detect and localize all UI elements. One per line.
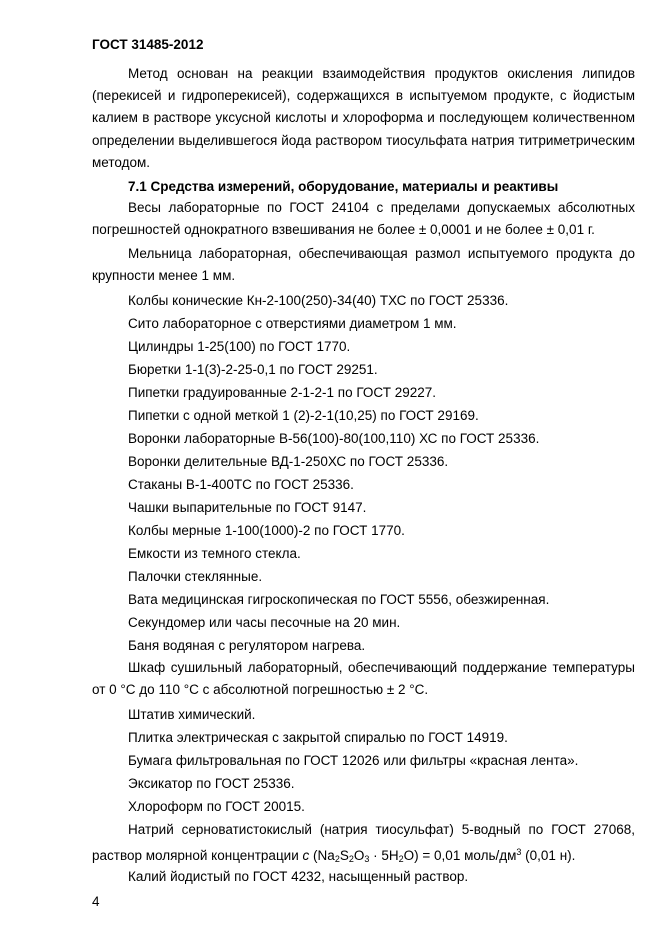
list-item: Цилиндры 1-25(100) по ГОСТ 1770. bbox=[128, 339, 351, 354]
section-heading: 7.1 Средства измерений, оборудование, материалы и реактивы bbox=[128, 179, 559, 194]
list-item: Вата медицинская гигроскопическая по ГОСТ 5556, обезжиренная. bbox=[128, 592, 550, 607]
thiosulfate-paragraph: Натрий серноватистокислый (натрия тиосульфат) 5-водный по ГОСТ 27068, раствор молярной концентрации c $(Na_2S_2O_3 \cdot 5H_2O) = 0,01$ моль/$дм^3$ (0,01 н). bbox=[92, 822, 635, 865]
list-item: Воронки лабораторные В-56(100)-80(100,110) ХС по ГОСТ 25336. bbox=[128, 431, 540, 446]
list-item: Калий йодистый по ГОСТ 4232, насыщенный раствор. bbox=[128, 869, 469, 884]
list-item: Штатив химический. bbox=[128, 707, 256, 722]
method-paragraph: Метод основан на реакции взаимодействия продуктов окисления липидов (перекисей и гидроперекисей), содержащихся в испытуемом продукте, с йодистым калием в растворе уксусной кислоты и хлороформа и последующем количественном определении выделившегося йода раствором тиосульфата натрия титриметрическим методом. bbox=[92, 66, 635, 170]
list-item: Бумага фильтровальная по ГОСТ 12026 или фильтры «красная лента». bbox=[128, 753, 579, 768]
list-item: Пипетки градуированные 2-1-2-1 по ГОСТ 29227. bbox=[128, 385, 437, 400]
chemical-formula: $(Na_2S_2O_3 \cdot 5H_2O) = 0,01$ моль/$дм^3$ (0,01 н). bbox=[313, 847, 576, 865]
list-item: Палочки стеклянные. bbox=[128, 569, 263, 584]
list-item: Хлороформ по ГОСТ 20015. bbox=[128, 799, 305, 814]
oven-paragraph: Шкаф сушильный лабораторный, обеспечивающий поддержание температуры от 0 °С до 110 °С с абсолютной погрешностью ± 2 °С. bbox=[92, 660, 635, 698]
mill-paragraph: Мельница лабораторная, обеспечивающая размол испытуемого продукта до крупности менее 1 мм. bbox=[92, 246, 635, 284]
document-code: ГОСТ 31485-2012 bbox=[92, 37, 204, 52]
list-item: Стаканы В-1-400ТС по ГОСТ 25336. bbox=[128, 477, 354, 492]
list-item: Чашки выпарительные по ГОСТ 9147. bbox=[128, 500, 367, 515]
list-item: Сито лабораторное с отверстиями диаметром 1 мм. bbox=[128, 316, 457, 331]
list-item: Колбы конические Кн-2-100(250)-34(40) ТХС по ГОСТ 25336. bbox=[128, 293, 509, 308]
list-item: Секундомер или часы песочные на 20 мин. bbox=[128, 615, 401, 630]
list-item: Воронки делительные ВД-1-250ХС по ГОСТ 25336. bbox=[128, 454, 449, 469]
list-item: Баня водяная с регулятором нагрева. bbox=[128, 638, 366, 653]
list-item: Пипетки с одной меткой 1 (2)-2-1(10,25) по ГОСТ 29169. bbox=[128, 408, 479, 423]
list-item: Колбы мерные 1-100(1000)-2 по ГОСТ 1770. bbox=[128, 523, 405, 538]
list-item: Емкости из темного стекла. bbox=[128, 546, 301, 561]
scales-paragraph: Весы лабораторные по ГОСТ 24104 с пределами допускаемых абсолютных погрешностей однократного взвешивания не более ± 0,0001 и не более ± 0,01 г. bbox=[92, 200, 635, 238]
list-item: Плитка электрическая с закрытой спиралью по ГОСТ 14919. bbox=[128, 730, 508, 745]
list-item: Бюретки 1-1(3)-2-25-0,1 по ГОСТ 29251. bbox=[128, 362, 378, 377]
page-number: 4 bbox=[92, 894, 100, 909]
concentration-symbol: c bbox=[302, 848, 310, 864]
list-item: Эксикатор по ГОСТ 25336. bbox=[128, 776, 295, 791]
